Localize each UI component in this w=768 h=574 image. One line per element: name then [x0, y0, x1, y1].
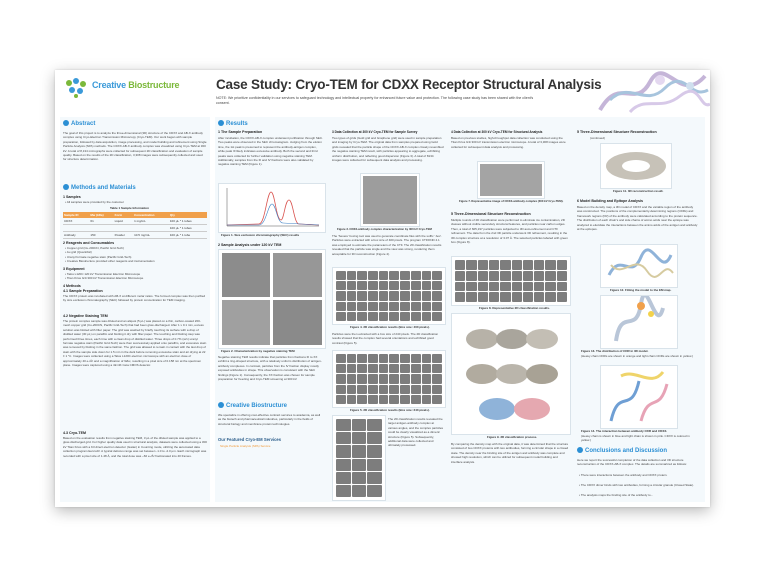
figure-13-subcaption: (Heavy chain CDRs are shown in orange and light chain CDRs are shown in yellow.)	[581, 354, 694, 358]
creative-body: We specialize in offering cost-effective contract services to academia, as well as the biotech and pharmaceutical industries, particularly in the fields of structural biology and membrane protein technologies.	[218, 413, 321, 426]
spa-service-link[interactable]: Single Particle Analysis (SPA) Service	[220, 444, 271, 448]
table-cell: 61	[89, 218, 113, 225]
classification-240-figure	[332, 350, 446, 408]
table-cell: CDXX	[63, 218, 89, 225]
table-cell: Powder	[114, 232, 133, 239]
table-cell: 150	[89, 232, 113, 239]
methods-heading: Methods and Materials	[63, 184, 136, 191]
table-cell: Liquid	[114, 218, 133, 225]
figure-14-subcaption: (Heavy chain is shown in blue and light chain is shown in pink. CDXX is colored in yellow.)	[581, 434, 690, 443]
conclusion-bullet: • There were interactions between the antibody and CDXX protein.	[579, 473, 668, 477]
poster-header	[55, 70, 710, 114]
cdr-interaction-figure	[600, 365, 678, 429]
figure-7-caption: Figure 7. Representative image of CDXX-antibody complex (300 kV Cryo-TEM).	[459, 199, 564, 203]
cryo-tem-text: Based on the evaluation results from negative staining TEM, 3 μL of the diluted sample was applied to a glow-discharged grid. For higher quality data used in structural analysis, datasets were collected using a 300 kV Titan Krios with a K3 direct electron detector (Gatan) in Counting mode, utilizing the automated data collection program EerxxxR. A typical defocus range was set between -1.0 to -2.0 μm. Each micrograph was recorded with a pixel size of 1.48 Å, and the total dose was ~60 e-/Å² fractionated into 40 frames.	[63, 436, 207, 458]
figure-11-caption: Figure 11. 3D reconstruction result.	[613, 189, 664, 193]
cryo-tem-survey-figure	[360, 173, 420, 227]
classification-400-figure	[332, 267, 446, 325]
negative-staining-figure	[218, 249, 326, 349]
model-building-text: Based on the density map, a 3D model of CDXX and the variable region of the antibody was constructed. The positions of the complementarity-determining regions (CDRs) and framework regions (FR) of the antibody were calculated according to the protein sequence. The distribution of each chain's and side chains of amino acids near the epitope was analyzed to elucidate the interactions between the amino acids of the antigen and antibody at the epitopes.	[577, 205, 698, 232]
continued-label: (continued)	[590, 136, 606, 140]
reagents-text: • Copper grid (Cu-200CN, Pacific Grid-Tech) • Au grid (Quantifoil) • Uranyl formate negative stain (Pacific Grid-Tech) • Creative Biostructure provided other reagents and instrumentation	[65, 246, 155, 264]
table-header-cell: Mw (kDa)	[89, 212, 113, 218]
cdr-distribution-figure	[600, 295, 678, 349]
left-column	[60, 117, 210, 502]
figure-5-caption: Figure 5. 2D classification results (Box size: 240 pixels).	[350, 408, 430, 412]
cryo-tem-heading: 4.3 Cryo-TEM	[63, 431, 86, 435]
figure-1-caption: Figure 1. Size exclusion chromatography (SEC) results	[221, 233, 300, 237]
abstract-body: The goal of this project is to analyze the three-dimensional (3D) structure of the CDXX and AB-X antibody complex using Cryo-Electron Transmission Microscopy (Cryo-TEM). Our work began with sample preparation, followed by data acquisition, image processing, and model building and refinement using Single Particle Analysis (SPA) methods. The CDXX-AB-X antibody complex was visualized using Cryo-TEM at 300 kV. A total of 8,134 micrographs were collected for subsequent 2D classification and evaluation of sample quality. Based on the results of the 2D classification, 3,308 images were subsequently collected and used for structure determination.	[63, 131, 207, 162]
abstract-heading: Abstract	[63, 120, 95, 127]
conclusions-body: Here we report the successful completion of the data collection and 3D structure reconstruction of the CDXX-AB-X complex. The details are summarized as follows:	[577, 458, 687, 467]
creative-biostructure-heading: Creative Biostructure	[218, 402, 287, 409]
table-header-cell: Sample ID	[63, 212, 89, 218]
logo-text: Creative Biostructure	[92, 80, 180, 90]
sample-prep-heading: 4.1 Sample Preparation	[63, 289, 103, 293]
table-header-cell: Concentration	[133, 212, 169, 218]
table-row	[63, 232, 207, 239]
table-title: Table 1 Sample Information	[110, 206, 149, 210]
sample-analysis-text: Negative staining TEM results indicate that particles from fractions III to XX exhibit a ring-shaped structure, with a relatively uniform distribution of antigen-antibody complexes. In contrast, particles from the IV fraction display mostly exposed antibodies in shape. This observation is consistent with the SEC findings (Figure 1). Consequently, the XX fraction was chosen for sample preparation for freezing and Cryo-TEM screening at 300 kV.	[218, 355, 322, 382]
3d-classification-figure	[451, 313, 571, 435]
conclusion-bullet: • The analysis maps the binding site of the antibody to...	[579, 493, 654, 497]
table-cell	[63, 225, 89, 232]
figure-8-caption: Figure 8. Representative 2D classification results.	[479, 306, 550, 310]
model-fitting-figure	[600, 244, 678, 288]
table-cell: Antibody	[63, 232, 89, 239]
reconstruction-heading: 5 Three-Dimensional Structure Reconstruction	[451, 212, 531, 216]
table-cell: 100 μL * 1 tube	[169, 232, 207, 239]
data-collection-structural-heading: 4 Data Collection at 300 kV Cryo-TEM for Structural Analysis	[451, 130, 543, 134]
reconstruction-text: Multiple rounds of 2D classification were performed to eliminate ice contamination, 2D classes without visible secondary structural features, and particles near carbon edges. Then, a total of 605,197 particles were subjected to 3D auto-refinement and CTF refinement. The data from the 2nd 3D particle underwent 3D refinement, resulting in the 3D complex structure at a resolution of 3.07 Å. The selected particles labeled with green box (Figure 8).	[451, 218, 568, 245]
table-cell	[114, 225, 133, 232]
table-cell	[89, 225, 113, 232]
figure-12-caption: Figure 12. Fitting the model to the EM map.	[610, 288, 672, 292]
data-collection-structural-text: Based on previous studies, high-throughput data collection was conducted using the Titan Krios G3i 300 kV transmission electron microscope. A total of 3,308 images were collected for subsequent data analysis and processing.	[451, 136, 566, 149]
reconstruction-continued-heading: 5 Three-Dimensional Structure Reconstruction	[577, 130, 657, 134]
model-building-heading: 6 Model Building and Epitope Analysis	[577, 199, 643, 203]
poster	[55, 70, 710, 507]
reagents-heading: 2 Reagents and Consumables	[63, 241, 115, 245]
figure-4-caption: Figure 4. 2D classification results (Box size: 400 pixels).	[350, 325, 430, 329]
data-collection-survey-text: Two types of grids (Gold grid and Graphene grid) were used in sample preparation and imaging by Cryo-TEM. The original data from samples prepared using Gold grids revealed that the particle shape of the CDXX-AB-X complex closely resembled the negative staining TEM result, with particles appearing to aggregate, exhibiting uniform distribution, and reflecting good dispersion (Figure 3). A total of 8134 images were collected for subsequent data analysis and processing.	[332, 136, 444, 163]
table-cell: 1 mg/mL	[133, 218, 169, 225]
creative-biostructure-logo	[64, 77, 180, 101]
data-collection-survey-heading: 3 Data Collection at 300 kV Cryo-TEM for Sample Survey	[332, 130, 418, 134]
poster-title: Case Study: Cryo-TEM for CDXX Receptor Structural Analysis	[216, 77, 602, 92]
table-row	[63, 225, 207, 232]
3d-reconstruction-figure	[600, 143, 672, 189]
table-cell	[133, 225, 169, 232]
results-heading: Results	[218, 120, 248, 127]
negative-staining-text: The protein complex sample was diluted and an aliquot (5 μL) was placed on a thin, carbon-coated 200-mesh copper grid (Cu-200CN, Pacific Grid-Tech) that had been glow-discharged. After 1 x 0.1 min, excess solution was blotted with filter paper. The grid was washed by briefly touching its surface with a drop of distilled water (30 μL) on parafilm and blotting it dry with filter paper. The touching and blotting step was performed three times, each time with a clean drop of distilled water. Three drops of 0.7% (w/v) uranyl formate negative stain (Pacific Grid-Tech) were then successively applied onto parafilm, and excessive stain was removed by blotting in the same fashion. The grid was allowed to remain in contact with the last drop of stain with the sample side down for 1.5 min in the dark before removing excessive stain and air drying at 22 ± 1 °C. Images were collected using a Talos L120C electron microscope with an electron dose of approximately 40 e-/Å² and a magnification of 92kx, resulting in a pixel size of 0.158 nm at the specimen plane. Images were captured using a 4k×4K Ceta CMOS detector.	[63, 319, 207, 368]
classification-column-figure	[332, 415, 386, 501]
dimer-structure-text: The 2D classification results revealed the target antigen-antibody complex at various angles, and the complex particles could be clearly visualized as a dimeric structure (Figure 5). Subsequently, additional data were collected and ultimately processed.	[388, 417, 444, 448]
figure-3-caption: Figure 3. CDXX-antibody complex characterization by 300 kV Cryo-TEM	[337, 227, 432, 231]
representative-2d-classification-figure	[451, 256, 571, 306]
equipment-text: • Talos L120C 120 kV Transmission Electron Microscope • Titan Krios G3i 300 kV Transmission Electron Microscope	[65, 272, 144, 281]
methods-subheading: 4 Methods	[63, 284, 81, 288]
sample-prep-text: The CDXX protein was incubated with AB-X at different molar ratios. The formed complex was then purified by size exclusion chromatography (SEC) followed by protein concentration for TEM imaging.	[63, 294, 206, 303]
figure-13-caption: Figure 13. The distribution of CDR in 3D model.	[581, 349, 649, 353]
figure-14-caption: Figure 14. The interaction between antibody CDR and CDXX.	[581, 429, 668, 433]
confidentiality-note: NOTE: We prioritize confidentiality in our services to safeguard technology and intellectual property for enhanced future value and protection. The following case study has been shared with the client's consent.	[216, 96, 534, 105]
figure-9-caption: Figure 9. 3D classification process.	[487, 435, 538, 439]
sample-preparation-text: After incubation, the CDXX-AB-X complex underwent purification through SEC. Two peaks were observed in the SEC chromatogram. Judging from the elution time, the 1st peak is presumed to represent the antibody-antigen complex, while peak III likely indicates excessive antibody. Both the second and third peaks were collected for further validation using negative staining TEM. Additionally, samples from the III and IV fractions were also validated by negative staining TEM (Figure 1).	[218, 136, 323, 167]
protein-ribbon-illustration	[590, 70, 710, 114]
table-cell: 10.5 mg/mL	[133, 232, 169, 239]
sample-preparation-heading: 1 The Sample Preparation	[218, 130, 263, 134]
samples-heading: 1 Samples	[63, 195, 81, 199]
table-cell: 100 μL * 1 tubes	[169, 218, 207, 225]
sample-table	[63, 212, 207, 239]
negative-staining-heading: 4.2 Negative Staining TEM	[63, 314, 108, 318]
conclusion-bullet: • The CDXX dimer binds with two antibodies, forming a circular granule (Closed State).	[579, 483, 695, 487]
table-header-cell: Form	[114, 212, 133, 218]
logo-mark-icon	[64, 77, 90, 99]
box-size-400-text: The 'Severe' boxing tool was used to generate coordinate files with the suffix '.box'. Particles were extracted with a box size of 400 pixels. The program CTFFIND 4.1 was employed to estimate the parameters of the CTF. The 2D classification results revealed that the particle was single and the view was strong, rendering them acceptable for 3D reconstruction (Figure 4).	[332, 234, 442, 256]
results-area	[215, 117, 705, 502]
equipment-heading: 3 Equipment	[63, 267, 85, 271]
table-cell: 100 μL * 1 tubes	[169, 225, 207, 232]
density-map-text: By comparing the density map with the original data, it was determined that the structure consisted of two CDXX proteins with two antibodies, forming a circular shape in a closed state. The density near the binding site of the antigen and antibody was complete and showed high resolution, which can be utilized for subsequent model building and interface analysis.	[451, 442, 569, 464]
figure-2-caption: Figure 2. Characterization by negative staining TEM	[221, 349, 295, 353]
sec-chromatogram-figure	[218, 183, 326, 233]
representative-image-figure	[477, 161, 545, 199]
box-size-240-text: Particles were then extracted with a box size of 240 pixels. The 2D classification results showed that the complex had several orientations and exhibited good contrast (Figure 5).	[332, 332, 439, 345]
sample-analysis-heading: 2 Sample Analysis under 120 kV TEM	[218, 243, 282, 247]
featured-services-heading: Our Featured Cryo-EM Services	[218, 437, 282, 442]
conclusions-heading: Conclusions and Discussion	[577, 447, 667, 454]
samples-text: • All samples were provided by the customer	[65, 200, 124, 204]
table-header-cell: Qty	[169, 212, 207, 218]
